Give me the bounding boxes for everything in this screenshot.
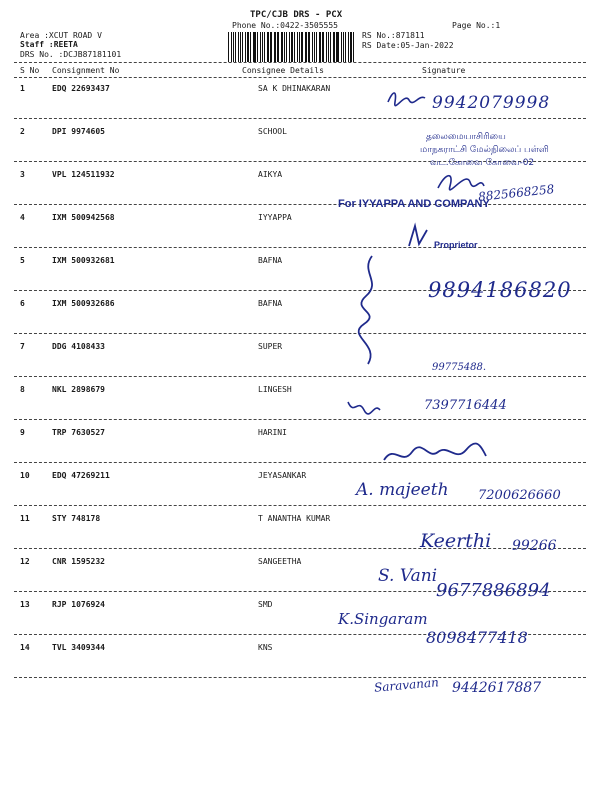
row-divider [14,204,586,205]
row-consignee: SCHOOL [258,127,287,136]
signature-name-13: K.Singaram [338,610,428,628]
signature-phone-10: 7200626660 [478,488,561,503]
row-consignee: T ANANTHA KUMAR [258,514,331,523]
row-divider [14,376,586,377]
row-consignment: IXM 500942568 [52,213,115,222]
signature-phone-8: 7397716444 [424,398,507,413]
proprietor-stamp: Proprietor [434,240,478,250]
drs-number: DRS No. :DCJB87181101 [20,50,122,59]
signature-phone-11: 99266 [512,538,557,554]
row-sno: 6 [20,299,25,308]
signature-phone-14: 9442617887 [452,680,542,696]
rs-number: RS No.:871811 [362,31,425,40]
staff-label: Staff :REETA [20,40,78,49]
phone-number: Phone No.:0422-3505555 [232,21,338,30]
signature-name-12: S. Vani [378,566,438,586]
stamp-line-3: வட.கோவை கோவை-02 [430,158,535,168]
row-consignment: IXM 500932681 [52,256,115,265]
row-consignment: STY 748178 [52,514,101,523]
row-consignee: IYYAPPA [258,213,292,222]
signature-name-11: Keerthi [420,530,492,552]
row-sno: 9 [20,428,25,437]
row-consignment: CNR 1595232 [52,557,105,566]
row-sno: 13 [20,600,30,609]
row-consignee: LINGESH [258,385,292,394]
report-title: TPC/CJB DRS - PCX [250,10,343,20]
signature-name-14: Saravanan [373,675,440,695]
col-consignment-header: Consignment No [52,66,120,75]
signature-phone-13: 8098477418 [426,628,528,647]
row-divider [14,247,586,248]
row-consignee: BAFNA [258,256,283,265]
signature-scribble [344,396,384,418]
signature-scribble [405,222,435,250]
row-consignee: SA K DHINAKARAN [258,84,331,93]
page-number: Page No.:1 [452,21,501,30]
row-sno: 14 [20,643,30,652]
stamp-line-2: மாநகராட்சி மேல்நிலைப் பள்ளி [420,145,549,155]
row-consignment: DPI 9974605 [52,127,105,136]
row-consignee: HARINI [258,428,287,437]
row-consignment: DDG 4108433 [52,342,105,351]
row-divider [14,505,586,506]
row-divider [14,462,586,463]
row-sno: 5 [20,256,25,265]
row-consignment: TVL 3409344 [52,643,105,652]
column-header-divider [14,77,586,78]
row-consignment: NKL 2898679 [52,385,105,394]
signature-phone-7: 99775488. [432,362,487,373]
signature-phone-5: 9894186820 [428,278,572,302]
row-sno: 8 [20,385,25,394]
signature-phone-3: 8825668258 [477,182,555,204]
rs-date: RS Date:05-Jan-2022 [362,41,454,50]
row-sno: 2 [20,127,25,136]
col-consignee-header: Consignee Details [242,66,324,75]
stamp-line-1: தலைமையாசிரியை [426,132,506,142]
signature-phone-1: 9942079998 [432,93,551,113]
row-consignment: EDQ 47269211 [52,471,110,480]
row-consignee: AIKYA [258,170,283,179]
row-consignee: SUPER [258,342,283,351]
row-divider [14,548,586,549]
row-consignee: BAFNA [258,299,283,308]
barcode [228,32,356,62]
row-sno: 7 [20,342,25,351]
row-sno: 11 [20,514,30,523]
row-consignee: SMD [258,600,273,609]
signature-scribble [380,438,490,468]
row-consignment: RJP 1076924 [52,600,105,609]
row-consignee: JEYASANKAR [258,471,307,480]
signature-name-10: A. majeeth [356,480,449,500]
row-sno: 3 [20,170,25,179]
col-signature-header: Signature [422,66,466,75]
row-sno: 1 [20,84,25,93]
row-consignee: SANGEETHA [258,557,302,566]
row-consignment: VPL 124511932 [52,170,115,179]
area-label: Area :XCUT ROAD V [20,31,102,40]
row-divider [14,118,586,119]
row-sno: 4 [20,213,25,222]
row-consignment: TRP 7630527 [52,428,105,437]
header-divider [14,62,586,63]
row-divider [14,333,586,334]
row-divider [14,677,586,678]
row-sno: 10 [20,471,30,480]
row-consignment: EDQ 22693437 [52,84,110,93]
col-sno-header: S No [20,66,40,75]
row-consignment: IXM 500932686 [52,299,115,308]
company-stamp: For IYYAPPA AND COMPANY [338,198,490,210]
signature-phone-12: 9677886894 [436,580,551,601]
signature-scribble [352,252,392,372]
signature-scribble [385,88,430,110]
row-sno: 12 [20,557,30,566]
row-divider [14,419,586,420]
row-consignee: KNS [258,643,273,652]
